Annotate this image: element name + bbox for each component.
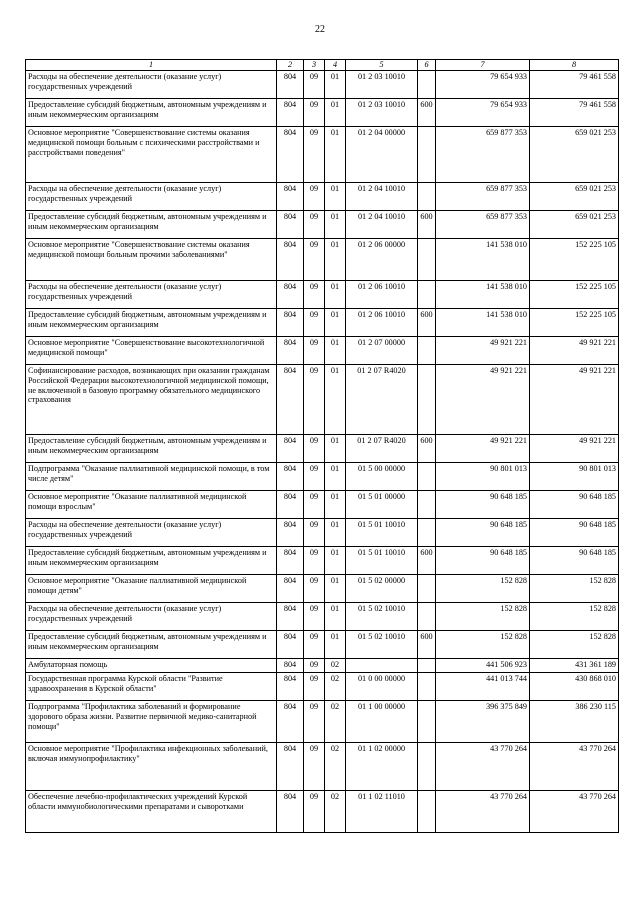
cell-col-4: 02 <box>325 742 346 790</box>
cell-col-6: 600 <box>418 210 436 238</box>
cell-col-6 <box>418 518 436 546</box>
cell-col-7: 43 770 264 <box>436 790 530 832</box>
row-description: Предоставление субсидий бюджетным, автономным учреждениям и иным некоммерческим организациям <box>26 434 277 462</box>
cell-col-7: 659 877 353 <box>436 126 530 182</box>
cell-col-2: 804 <box>277 490 304 518</box>
cell-col-4: 01 <box>325 308 346 336</box>
row-description: Подпрограмма "Профилактика заболеваний и формирование здорового образа жизни. Развитие первичной медико-санитарной помощи" <box>26 700 277 742</box>
cell-col-5: 01 1 02 00000 <box>346 742 418 790</box>
cell-col-7: 49 921 221 <box>436 434 530 462</box>
cell-col-8: 152 225 105 <box>530 280 619 308</box>
cell-col-4: 02 <box>325 790 346 832</box>
cell-col-7: 49 921 221 <box>436 336 530 364</box>
cell-col-5 <box>346 658 418 672</box>
col-header-3: 3 <box>304 60 325 71</box>
cell-col-2: 804 <box>277 574 304 602</box>
cell-col-4: 01 <box>325 434 346 462</box>
cell-col-5: 01 0 00 00000 <box>346 672 418 700</box>
cell-col-2: 804 <box>277 518 304 546</box>
cell-col-6 <box>418 126 436 182</box>
cell-col-3: 09 <box>304 672 325 700</box>
cell-col-4: 01 <box>325 238 346 280</box>
cell-col-5: 01 5 02 10010 <box>346 630 418 658</box>
cell-col-5: 01 5 01 00000 <box>346 490 418 518</box>
cell-col-8: 90 648 185 <box>530 546 619 574</box>
cell-col-3: 09 <box>304 602 325 630</box>
cell-col-6 <box>418 574 436 602</box>
cell-col-4: 01 <box>325 364 346 434</box>
cell-col-3: 09 <box>304 336 325 364</box>
row-description: Предоставление субсидий бюджетным, автономным учреждениям и иным некоммерческим организациям <box>26 308 277 336</box>
cell-col-7: 141 538 010 <box>436 238 530 280</box>
row-description: Основное мероприятие "Совершенствование высокотехнологичной медицинской помощи" <box>26 336 277 364</box>
table-row <box>26 210 619 238</box>
cell-col-7: 152 828 <box>436 574 530 602</box>
cell-col-6 <box>418 742 436 790</box>
cell-col-3: 09 <box>304 182 325 210</box>
cell-col-6 <box>418 658 436 672</box>
col-header-6: 6 <box>418 60 436 71</box>
cell-col-5: 01 1 00 00000 <box>346 700 418 742</box>
row-description: Предоставление субсидий бюджетным, автономным учреждениям и иным некоммерческим организациям <box>26 630 277 658</box>
cell-col-2: 804 <box>277 790 304 832</box>
row-description: Расходы на обеспечение деятельности (оказание услуг) государственных учреждений <box>26 518 277 546</box>
cell-col-7: 441 506 923 <box>436 658 530 672</box>
cell-col-5: 01 2 04 10010 <box>346 210 418 238</box>
cell-col-3: 09 <box>304 658 325 672</box>
cell-col-6 <box>418 336 436 364</box>
cell-col-4: 01 <box>325 574 346 602</box>
table-row <box>26 364 619 434</box>
cell-col-8: 49 921 221 <box>530 434 619 462</box>
cell-col-6: 600 <box>418 434 436 462</box>
col-header-2: 2 <box>277 60 304 71</box>
cell-col-2: 804 <box>277 364 304 434</box>
cell-col-5: 01 5 00 00000 <box>346 462 418 490</box>
row-description: Основное мероприятие "Оказание паллиативной медицинской помощи детям" <box>26 574 277 602</box>
cell-col-8: 152 828 <box>530 602 619 630</box>
cell-col-5: 01 1 02 11010 <box>346 790 418 832</box>
cell-col-3: 09 <box>304 546 325 574</box>
cell-col-5: 01 2 07 R4020 <box>346 434 418 462</box>
cell-col-8: 431 361 189 <box>530 658 619 672</box>
row-description: Расходы на обеспечение деятельности (оказание услуг) государственных учреждений <box>26 602 277 630</box>
cell-col-5: 01 2 03 10010 <box>346 70 418 98</box>
table-row <box>26 98 619 126</box>
cell-col-8: 430 868 010 <box>530 672 619 700</box>
cell-col-6 <box>418 182 436 210</box>
cell-col-4: 01 <box>325 630 346 658</box>
row-description: Амбулаторная помощь <box>26 658 277 672</box>
table-row <box>26 490 619 518</box>
cell-col-5: 01 2 06 00000 <box>346 238 418 280</box>
cell-col-7: 90 648 185 <box>436 490 530 518</box>
cell-col-7: 141 538 010 <box>436 308 530 336</box>
table-row <box>26 70 619 98</box>
row-description: Расходы на обеспечение деятельности (оказание услуг) государственных учреждений <box>26 182 277 210</box>
cell-col-3: 09 <box>304 700 325 742</box>
cell-col-3: 09 <box>304 210 325 238</box>
cell-col-8: 659 021 253 <box>530 210 619 238</box>
table-row <box>26 658 619 672</box>
cell-col-4: 02 <box>325 658 346 672</box>
cell-col-7: 90 801 013 <box>436 462 530 490</box>
cell-col-7: 79 654 933 <box>436 98 530 126</box>
table-row <box>26 126 619 182</box>
cell-col-6: 600 <box>418 98 436 126</box>
header-row <box>26 60 619 71</box>
row-description: Расходы на обеспечение деятельности (оказание услуг) государственных учреждений <box>26 70 277 98</box>
cell-col-3: 09 <box>304 308 325 336</box>
cell-col-2: 804 <box>277 336 304 364</box>
cell-col-6: 600 <box>418 546 436 574</box>
cell-col-5: 01 2 06 10010 <box>346 308 418 336</box>
cell-col-3: 09 <box>304 742 325 790</box>
table-row <box>26 742 619 790</box>
table-row <box>26 790 619 832</box>
cell-col-8: 386 230 115 <box>530 700 619 742</box>
cell-col-6 <box>418 462 436 490</box>
cell-col-4: 01 <box>325 280 346 308</box>
cell-col-7: 659 877 353 <box>436 210 530 238</box>
cell-col-4: 01 <box>325 336 346 364</box>
cell-col-4: 01 <box>325 98 346 126</box>
cell-col-5: 01 5 01 10010 <box>346 546 418 574</box>
cell-col-8: 659 021 253 <box>530 126 619 182</box>
cell-col-6 <box>418 70 436 98</box>
cell-col-6 <box>418 602 436 630</box>
cell-col-8: 90 801 013 <box>530 462 619 490</box>
table-row <box>26 238 619 280</box>
cell-col-6 <box>418 364 436 434</box>
cell-col-7: 152 828 <box>436 630 530 658</box>
cell-col-6: 600 <box>418 308 436 336</box>
row-description: Основное мероприятие "Совершенствование системы оказания медицинской помощи больным прочими заболеваниями" <box>26 238 277 280</box>
cell-col-8: 43 770 264 <box>530 742 619 790</box>
row-description: Основное мероприятие "Совершенствование системы оказания медицинской помощи больным с психическими расстройствами и расстройствами поведения" <box>26 126 277 182</box>
row-description: Расходы на обеспечение деятельности (оказание услуг) государственных учреждений <box>26 280 277 308</box>
cell-col-4: 01 <box>325 182 346 210</box>
cell-col-8: 79 461 558 <box>530 70 619 98</box>
col-header-8: 8 <box>530 60 619 71</box>
cell-col-4: 02 <box>325 672 346 700</box>
cell-col-4: 01 <box>325 546 346 574</box>
cell-col-4: 02 <box>325 700 346 742</box>
cell-col-2: 804 <box>277 742 304 790</box>
cell-col-7: 43 770 264 <box>436 742 530 790</box>
cell-col-5: 01 2 04 00000 <box>346 126 418 182</box>
col-header-1: 1 <box>26 60 277 71</box>
cell-col-4: 01 <box>325 126 346 182</box>
cell-col-7: 659 877 353 <box>436 182 530 210</box>
cell-col-5: 01 5 02 10010 <box>346 602 418 630</box>
cell-col-3: 09 <box>304 70 325 98</box>
row-description: Софинансирование расходов, возникающих при оказании гражданам Российской Федерации высокотехнологичной медицинской помощи, не включенной в базовую программу обязательного медицинского страхования <box>26 364 277 434</box>
cell-col-8: 152 828 <box>530 630 619 658</box>
cell-col-6: 600 <box>418 630 436 658</box>
cell-col-4: 01 <box>325 518 346 546</box>
page-number: 22 <box>315 24 325 35</box>
table-row <box>26 602 619 630</box>
cell-col-6 <box>418 280 436 308</box>
cell-col-3: 09 <box>304 238 325 280</box>
cell-col-6 <box>418 490 436 518</box>
row-description: Предоставление субсидий бюджетным, автономным учреждениям и иным некоммерческим организациям <box>26 98 277 126</box>
cell-col-6 <box>418 790 436 832</box>
table-row <box>26 700 619 742</box>
cell-col-2: 804 <box>277 238 304 280</box>
cell-col-5: 01 2 04 10010 <box>346 182 418 210</box>
col-header-7: 7 <box>436 60 530 71</box>
table-row <box>26 630 619 658</box>
table-row <box>26 462 619 490</box>
cell-col-7: 90 648 185 <box>436 518 530 546</box>
table-row <box>26 574 619 602</box>
row-description: Предоставление субсидий бюджетным, автономным учреждениям и иным некоммерческим организациям <box>26 546 277 574</box>
cell-col-8: 43 770 264 <box>530 790 619 832</box>
cell-col-4: 01 <box>325 462 346 490</box>
cell-col-8: 659 021 253 <box>530 182 619 210</box>
table-row <box>26 672 619 700</box>
table-row <box>26 518 619 546</box>
cell-col-5: 01 2 07 R4020 <box>346 364 418 434</box>
cell-col-8: 79 461 558 <box>530 98 619 126</box>
budget-table <box>25 59 619 833</box>
cell-col-3: 09 <box>304 630 325 658</box>
cell-col-3: 09 <box>304 462 325 490</box>
cell-col-2: 804 <box>277 658 304 672</box>
cell-col-2: 804 <box>277 98 304 126</box>
cell-col-5: 01 5 01 10010 <box>346 518 418 546</box>
cell-col-8: 49 921 221 <box>530 336 619 364</box>
row-description: Государственная программа Курской области "Развитие здравоохранения в Курской области" <box>26 672 277 700</box>
cell-col-8: 90 648 185 <box>530 518 619 546</box>
row-description: Подпрограмма "Оказание паллиативной медицинской помощи, в том числе детям" <box>26 462 277 490</box>
cell-col-3: 09 <box>304 574 325 602</box>
cell-col-2: 804 <box>277 182 304 210</box>
cell-col-4: 01 <box>325 70 346 98</box>
cell-col-3: 09 <box>304 126 325 182</box>
cell-col-8: 152 828 <box>530 574 619 602</box>
table-row <box>26 182 619 210</box>
cell-col-7: 49 921 221 <box>436 364 530 434</box>
cell-col-5: 01 5 02 00000 <box>346 574 418 602</box>
col-header-5: 5 <box>346 60 418 71</box>
cell-col-2: 804 <box>277 630 304 658</box>
cell-col-6 <box>418 672 436 700</box>
cell-col-2: 804 <box>277 700 304 742</box>
row-description: Обеспечение лечебно-профилактических учреждений Курской области иммунобиологическими препаратами и сыворотками <box>26 790 277 832</box>
cell-col-6 <box>418 238 436 280</box>
cell-col-8: 152 225 105 <box>530 238 619 280</box>
cell-col-8: 90 648 185 <box>530 490 619 518</box>
cell-col-8: 152 225 105 <box>530 308 619 336</box>
row-description: Основное мероприятие "Профилактика инфекционных заболеваний, включая иммунопрофилактику" <box>26 742 277 790</box>
cell-col-2: 804 <box>277 462 304 490</box>
cell-col-7: 79 654 933 <box>436 70 530 98</box>
cell-col-2: 804 <box>277 210 304 238</box>
cell-col-7: 441 013 744 <box>436 672 530 700</box>
cell-col-4: 01 <box>325 602 346 630</box>
cell-col-3: 09 <box>304 518 325 546</box>
table-row <box>26 546 619 574</box>
cell-col-5: 01 2 06 10010 <box>346 280 418 308</box>
cell-col-5: 01 2 03 10010 <box>346 98 418 126</box>
table-row <box>26 308 619 336</box>
cell-col-2: 804 <box>277 602 304 630</box>
cell-col-3: 09 <box>304 98 325 126</box>
cell-col-7: 141 538 010 <box>436 280 530 308</box>
cell-col-4: 01 <box>325 210 346 238</box>
row-description: Предоставление субсидий бюджетным, автономным учреждениям и иным некоммерческим организациям <box>26 210 277 238</box>
cell-col-7: 152 828 <box>436 602 530 630</box>
cell-col-6 <box>418 700 436 742</box>
cell-col-7: 396 375 849 <box>436 700 530 742</box>
cell-col-3: 09 <box>304 790 325 832</box>
cell-col-2: 804 <box>277 546 304 574</box>
cell-col-2: 804 <box>277 280 304 308</box>
cell-col-2: 804 <box>277 70 304 98</box>
cell-col-5: 01 2 07 00000 <box>346 336 418 364</box>
cell-col-3: 09 <box>304 434 325 462</box>
cell-col-2: 804 <box>277 672 304 700</box>
cell-col-3: 09 <box>304 364 325 434</box>
table-row <box>26 336 619 364</box>
cell-col-2: 804 <box>277 308 304 336</box>
cell-col-4: 01 <box>325 490 346 518</box>
cell-col-2: 804 <box>277 434 304 462</box>
col-header-4: 4 <box>325 60 346 71</box>
cell-col-7: 90 648 185 <box>436 546 530 574</box>
cell-col-8: 49 921 221 <box>530 364 619 434</box>
cell-col-3: 09 <box>304 280 325 308</box>
table-row <box>26 280 619 308</box>
cell-col-2: 804 <box>277 126 304 182</box>
table-row <box>26 434 619 462</box>
row-description: Основное мероприятие "Оказание паллиативной медицинской помощи взрослым" <box>26 490 277 518</box>
cell-col-3: 09 <box>304 490 325 518</box>
